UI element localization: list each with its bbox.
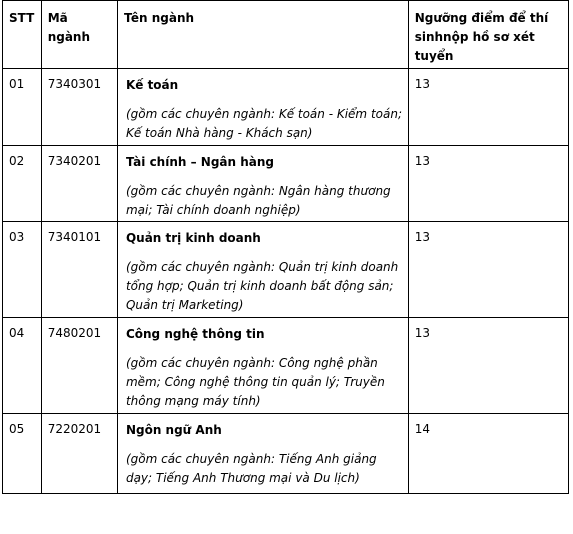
header-stt: STT bbox=[3, 1, 42, 69]
cell-name bbox=[117, 146, 408, 222]
cell-stt: 01 bbox=[3, 69, 42, 146]
major-specializations: (gồm các chuyên ngành: Tiếng Anh giảng dạy; Tiếng Anh Thương mại và Du lịch) bbox=[125, 452, 377, 485]
header-code: Mã ngành bbox=[41, 1, 117, 69]
major-name: Kế toán bbox=[125, 78, 179, 92]
cell-score: 13 bbox=[408, 318, 568, 414]
cell-code: 7340301 bbox=[41, 69, 117, 146]
table-header-row bbox=[3, 1, 569, 69]
table-row bbox=[3, 318, 569, 414]
cell-code: 7340201 bbox=[41, 146, 117, 222]
cell-stt: 04 bbox=[3, 318, 42, 414]
table-row bbox=[3, 69, 569, 146]
major-specializations: (gồm các chuyên ngành: Công nghệ phần mềm; Công nghệ thông tin quản lý; Truyền thông mạng máy tính) bbox=[125, 356, 385, 408]
cell-stt: 02 bbox=[3, 146, 42, 222]
table-row bbox=[3, 146, 569, 222]
cell-code: 7340101 bbox=[41, 222, 117, 318]
cell-code: 7220201 bbox=[41, 414, 117, 494]
major-name: Công nghệ thông tin bbox=[125, 327, 265, 341]
cell-name bbox=[117, 318, 408, 414]
cell-name bbox=[117, 222, 408, 318]
major-name: Tài chính – Ngân hàng bbox=[125, 155, 275, 169]
major-specializations: (gồm các chuyên ngành: Kế toán - Kiểm toán; Kế toán Nhà hàng - Khách sạn) bbox=[125, 107, 402, 140]
major-name: Quản trị kinh doanh bbox=[125, 231, 261, 245]
cell-stt: 03 bbox=[3, 222, 42, 318]
table-row bbox=[3, 414, 569, 494]
cell-name bbox=[117, 414, 408, 494]
major-specializations: (gồm các chuyên ngành: Quản trị kinh doanh tổng hợp; Quản trị kinh doanh bất động sản; Quản trị Marketing) bbox=[125, 260, 399, 312]
cell-stt: 05 bbox=[3, 414, 42, 494]
header-name: Tên ngành bbox=[117, 1, 408, 69]
cell-score: 14 bbox=[408, 414, 568, 494]
admission-table bbox=[2, 0, 569, 494]
header-score: Ngưỡng điểm để thí sinhnộp hồ sơ xét tuyển bbox=[408, 1, 568, 69]
cell-name bbox=[117, 69, 408, 146]
cell-score: 13 bbox=[408, 69, 568, 146]
table-row bbox=[3, 222, 569, 318]
cell-score: 13 bbox=[408, 222, 568, 318]
cell-score: 13 bbox=[408, 146, 568, 222]
major-name: Ngôn ngữ Anh bbox=[125, 423, 222, 437]
major-specializations: (gồm các chuyên ngành: Ngân hàng thương mại; Tài chính doanh nghiệp) bbox=[125, 184, 391, 217]
cell-code: 7480201 bbox=[41, 318, 117, 414]
